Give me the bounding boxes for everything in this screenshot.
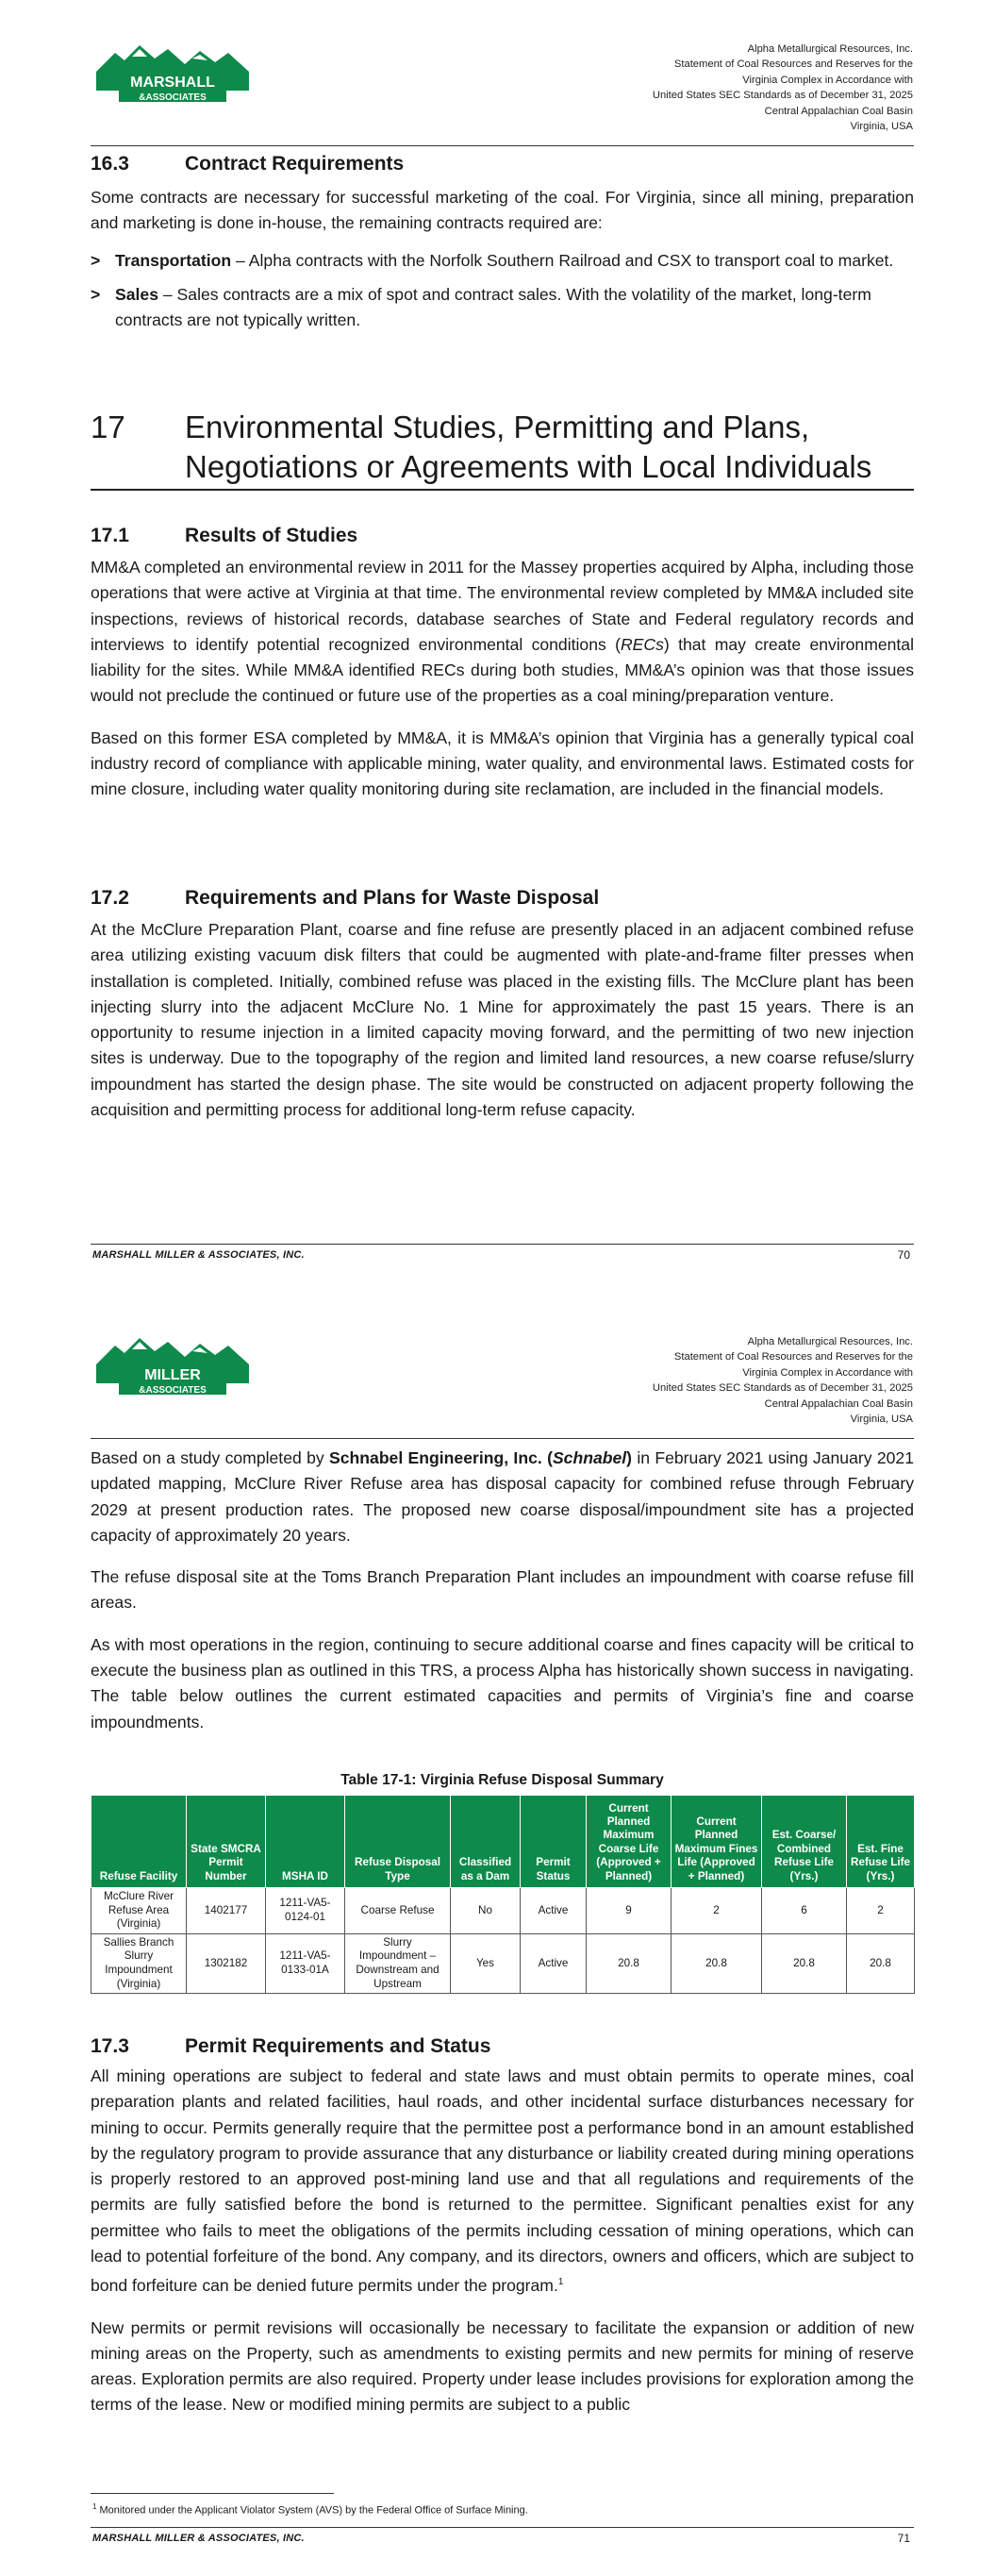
column-header: Est. Fine Refuse Life (Yrs.): [847, 1796, 915, 1888]
header-company: Alpha Metallurgical Resources, Inc.: [747, 1336, 913, 1347]
table-cell: Sallies Branch Slurry Impoundment (Virginia): [91, 1933, 187, 1993]
footnote-mark: 1: [92, 2502, 97, 2511]
header-line: Virginia, USA: [850, 1413, 913, 1426]
section-17-1: [91, 525, 914, 803]
section-17-2: [91, 887, 914, 1123]
logo-text-main: MILLER: [144, 1367, 201, 1383]
footnote-text: Monitored under the Applicant Violator System (AVS) by the Federal Office of Surface Mining.: [96, 2504, 528, 2517]
header-line: Virginia Complex in Accordance with: [742, 74, 913, 86]
footer-divider: [91, 1244, 914, 1245]
table-cell: 2: [847, 1888, 915, 1934]
column-header: Current Planned Maximum Fines Life (Approved + Planned): [672, 1796, 762, 1888]
section-heading: [91, 887, 914, 910]
table-cell: Active: [521, 1933, 587, 1993]
paragraph: New permits or permit revisions will occasionally be necessary to facilitate the expansion or addition of new mining areas on the Property, such as amendments to existing permits and new permits for mining of reserve areas. Exploration permits are also required. Property under lease includes provisions for exploration among the terms of the lease. New or modified mining permits are subject to a public: [91, 2317, 914, 2415]
column-header: Refuse Disposal Type: [345, 1796, 451, 1888]
table-cell: 20.8: [587, 1933, 672, 1993]
document-header: [653, 42, 913, 134]
header-line: Statement of Coal Resources and Reserves for the: [673, 59, 913, 71]
header-divider: [91, 1438, 914, 1439]
contract-list: [91, 248, 914, 334]
chapter-17-heading: [91, 408, 914, 491]
list-term: Transportation: [115, 250, 232, 270]
emphasis: Schnabel: [552, 1448, 627, 1467]
list-text: – Alpha contracts with the Norfolk Southern Railroad and CSX to transport coal to market.: [231, 250, 894, 270]
table-caption: Table 17-1: Virginia Refuse Disposal Summary: [340, 1772, 664, 1788]
bullet-arrow-icon: >: [91, 250, 101, 270]
logo-text-main: MARSHALL: [130, 75, 215, 91]
table-cell: 1211-VA5-0133-01A: [266, 1933, 345, 1993]
section-number: 16.3: [91, 153, 129, 175]
table-cell: Slurry Impoundment – Downstream and Upstream: [345, 1933, 451, 1993]
footer-divider: [91, 2527, 914, 2528]
header-line: United States SEC Standards as of December 31, 2025: [652, 1382, 913, 1395]
footnote: [92, 2502, 528, 2517]
table-header-row: [91, 1796, 915, 1888]
paragraph: Based on a study completed by Schnabel Engineering, Inc. (Schnabel) in February 2021 using January 2021 updated mapping, McClure River Refuse area has disposal capacity for combined refuse through February 2029 at present production rates. The proposed new coarse disposal/impoundment site has a projected capacity of approximately 20 years.: [91, 1448, 914, 1545]
header-line: Virginia Complex in Accordance with: [742, 1366, 913, 1379]
paragraph: All mining operations are subject to federal and state laws and must obtain permits to operate mines, coal preparation plants and related facilities, haul roads, and other incidental surface disturbances necessary for mining to occur. Permits generally require that the permittee post a performance bond in an amount established by the regulatory program to provide assurance that any disturbance or liability created during mining operations is properly restored to an approved post-mining land use and that all regulations and requirements of the permits are fully satisfied before the bond is returned to the permittee. Significant penalties exist for any permittee who fails to meet the obligations of the permits including cessation of mining operations, which can lead to potential forfeiture of the bond. Any company, and its directors, owners and officers, which are subject to bond forfeiture can be denied future permits under the program.$^1$: [91, 2066, 914, 2296]
page-71: [0, 1293, 995, 2576]
marshall-miller-logo: [94, 1332, 251, 1397]
marshall-miller-logo: [94, 40, 251, 104]
footer-firm: MARSHALL MILLER & ASSOCIATES, INC.: [92, 2533, 305, 2544]
refuse-disposal-table: [91, 1795, 915, 1994]
refuse-table-block: [91, 1772, 914, 1994]
column-header: State SMCRA Permit Number: [187, 1796, 266, 1888]
section-number: 17.2: [91, 887, 129, 909]
chapter-title: Environmental Studies, Permitting and Plans, Negotiations or Agreements with Local Individuals: [185, 410, 872, 484]
chapter-heading: [91, 408, 914, 491]
footnote-ref[interactable]: 1: [557, 2277, 564, 2288]
paragraph: As with most operations in the region, continuing to secure additional coarse and fines capacity will be critical to execute the business plan as outlined in this TRS, a process Alpha has historically shown success in navigating. The table below outlines the current estimated capacities and permits of Virginia’s fine and coarse impoundments.: [91, 1634, 914, 1731]
section-title: Results of Studies: [185, 525, 358, 546]
section-heading: [91, 2035, 914, 2058]
section-16-3: [91, 153, 914, 333]
table-cell: McClure River Refuse Area (Virginia): [91, 1888, 187, 1934]
list-item: [91, 248, 914, 274]
table-row: [91, 1933, 915, 1993]
list-item: [91, 282, 914, 334]
header-divider: [91, 145, 914, 146]
paragraph: The refuse disposal site at the Toms Branch Preparation Plant includes an impoundment with coarse refuse fill areas.: [91, 1567, 914, 1613]
paragraph: MM&A completed an environmental review in 2011 for the Massey properties acquired by Alpha, including those operations that were active at Virginia at that time. The environmental review completed by MM&A included site inspections, reviews of historical records, database searches of State and Federal regulatory records and interviews to identify potential recognized environmental conditions (RECs) that may create environmental liability for the sites. While MM&A identified RECs during both studies, MM&A’s opinion was that those issues would not preclude the continued or future use of the properties as a coal mining/preparation venture.: [91, 558, 914, 706]
column-header: Est. Coarse/ Combined Refuse Life (Yrs.): [762, 1796, 847, 1888]
bullet-arrow-icon: >: [91, 284, 101, 304]
section-title: Requirements and Plans for Waste Disposal: [185, 887, 600, 909]
section-title: Permit Requirements and Status: [185, 2035, 491, 2057]
header-line: Central Appalachian Coal Basin: [764, 1397, 913, 1410]
chapter-number: 17: [91, 410, 125, 444]
table-cell: 20.8: [672, 1933, 762, 1993]
section-title: Contract Requirements: [185, 153, 405, 175]
logo-text-sub: &ASSOCIATES: [139, 1385, 207, 1396]
table-cell: 2: [672, 1888, 762, 1934]
footnote-divider: [91, 2493, 334, 2494]
paragraph: At the McClure Preparation Plant, coarse and fine refuse are presently placed in an adjacent combined refuse area utilizing existing vacuum disk filters that could be augmented with plate-and-frame filter presses when installation is completed. Initially, combined refuse was placed in the existing fills. The McClure plant has been injecting slurry into the adjacent McClure No. 1 Mine for approximately the past 15 years. There is an opportunity to resume injection in a limited capacity moving forward, and the permitting of two new injection sites is underway. Due to the topography of the region and limited land resources, a new coarse refuse/slurry impoundment has started the design phase. The site would be constructed on adjacent property following the acquisition and permitting process for additional long-term refuse capacity.: [91, 920, 914, 1120]
document-header: [653, 1334, 913, 1427]
table-cell: Yes: [451, 1933, 521, 1993]
table-cell: 20.8: [762, 1933, 847, 1993]
paragraph: Some contracts are necessary for successful marketing of the coal. For Virginia, since all mining, preparation and marketing is done in-house, the remaining contracts required are:: [91, 188, 914, 233]
section-heading: [91, 153, 914, 176]
table-cell: 1211-VA5-0124-01: [266, 1888, 345, 1934]
section-heading: [91, 525, 914, 547]
header-line: Virginia, USA: [850, 121, 913, 133]
paragraph: Based on this former ESA completed by MM&A, it is MM&A’s opinion that Virginia has a generally typical coal industry record of compliance with applicable mining, water quality, and environmental laws. Estimated costs for mine closure, including water quality monitoring during site reclamation, are included in the financial models.: [91, 728, 914, 799]
table-cell: 9: [587, 1888, 672, 1934]
list-term: Sales: [115, 284, 158, 304]
section-number: 17.3: [91, 2035, 129, 2057]
column-header: Permit Status: [521, 1796, 587, 1888]
table-cell: 1402177: [187, 1888, 266, 1934]
column-header: Refuse Facility: [91, 1796, 187, 1888]
page-71-intro: [91, 1446, 914, 1735]
section-17-3: [91, 2035, 914, 2418]
logo-text-sub: &ASSOCIATES: [139, 92, 207, 103]
header-line: Statement of Coal Resources and Reserves for the: [673, 1351, 913, 1363]
emphasis: RECs: [620, 634, 664, 654]
list-text: – Sales contracts are a mix of spot and contract sales. With the volatility of the market, long-term contracts are not typically written.: [115, 284, 871, 330]
table-cell: Coarse Refuse: [345, 1888, 451, 1934]
column-header: MSHA ID: [266, 1796, 345, 1888]
table-row: [91, 1888, 915, 1934]
table-cell: 1302182: [187, 1933, 266, 1993]
header-company: Alpha Metallurgical Resources, Inc.: [747, 43, 913, 55]
table-cell: No: [451, 1888, 521, 1934]
table-cell: 20.8: [847, 1933, 915, 1993]
column-header: Classified as a Dam: [451, 1796, 521, 1888]
page-number: 71: [897, 2532, 910, 2545]
table-cell: Active: [521, 1888, 587, 1934]
column-header: Current Planned Maximum Coarse Life (Approved + Planned): [587, 1796, 672, 1888]
page-number: 70: [897, 1248, 910, 1262]
table-cell: 6: [762, 1888, 847, 1934]
section-number: 17.1: [91, 525, 129, 546]
header-line: United States SEC Standards as of December 31, 2025: [652, 90, 913, 102]
footer-firm: MARSHALL MILLER & ASSOCIATES, INC.: [92, 1249, 305, 1261]
header-line: Central Appalachian Coal Basin: [764, 105, 913, 117]
